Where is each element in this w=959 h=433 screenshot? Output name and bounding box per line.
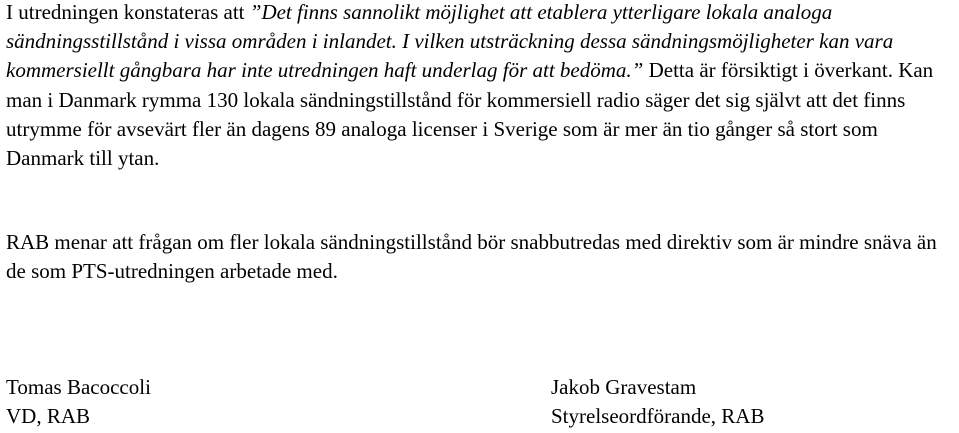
paragraph-commentary: Detta är försiktigt i överkant. Kan man i Danmark rymma 130 lokala sändningstillstånd för kommersiell radio säger det sig självt att det finns utrymme för avsevärt fler än dagens 89 analoga licenser i Sverige som är mer än tio gånger så stort som Danmark till ytan.	[6, 58, 934, 171]
signatory-title: Styrelseordförande, RAB	[551, 404, 765, 429]
signatory-name: Tomas Bacoccoli	[6, 375, 151, 399]
paragraph-rab-position: RAB menar att frågan om fler lokala sändningstillstånd bör snabbutredas med direktiv som är mindre snäva än de som PTS-utredningen arbetade med.	[6, 230, 937, 284]
signatory-name: Jakob Gravestam	[551, 375, 697, 399]
signatory-title: VD, RAB	[6, 404, 91, 429]
paragraph-intro: I utredningen konstateras att	[6, 0, 250, 24]
paragraph-utredning	[6, 0, 956, 173]
signature-block-right	[551, 373, 764, 431]
quoted-statement: ”Det finns sannolikt möjlighet att etablera ytterligare lokala analoga sändningsstillstånd i vissa områden i inlandet. I vilken utsträckning dessa sändningsmöjligheter kan vara kommersiellt gångbara har inte utredningen haft underlag för att bedöma.”	[6, 0, 894, 83]
signature-block-left	[6, 373, 151, 431]
